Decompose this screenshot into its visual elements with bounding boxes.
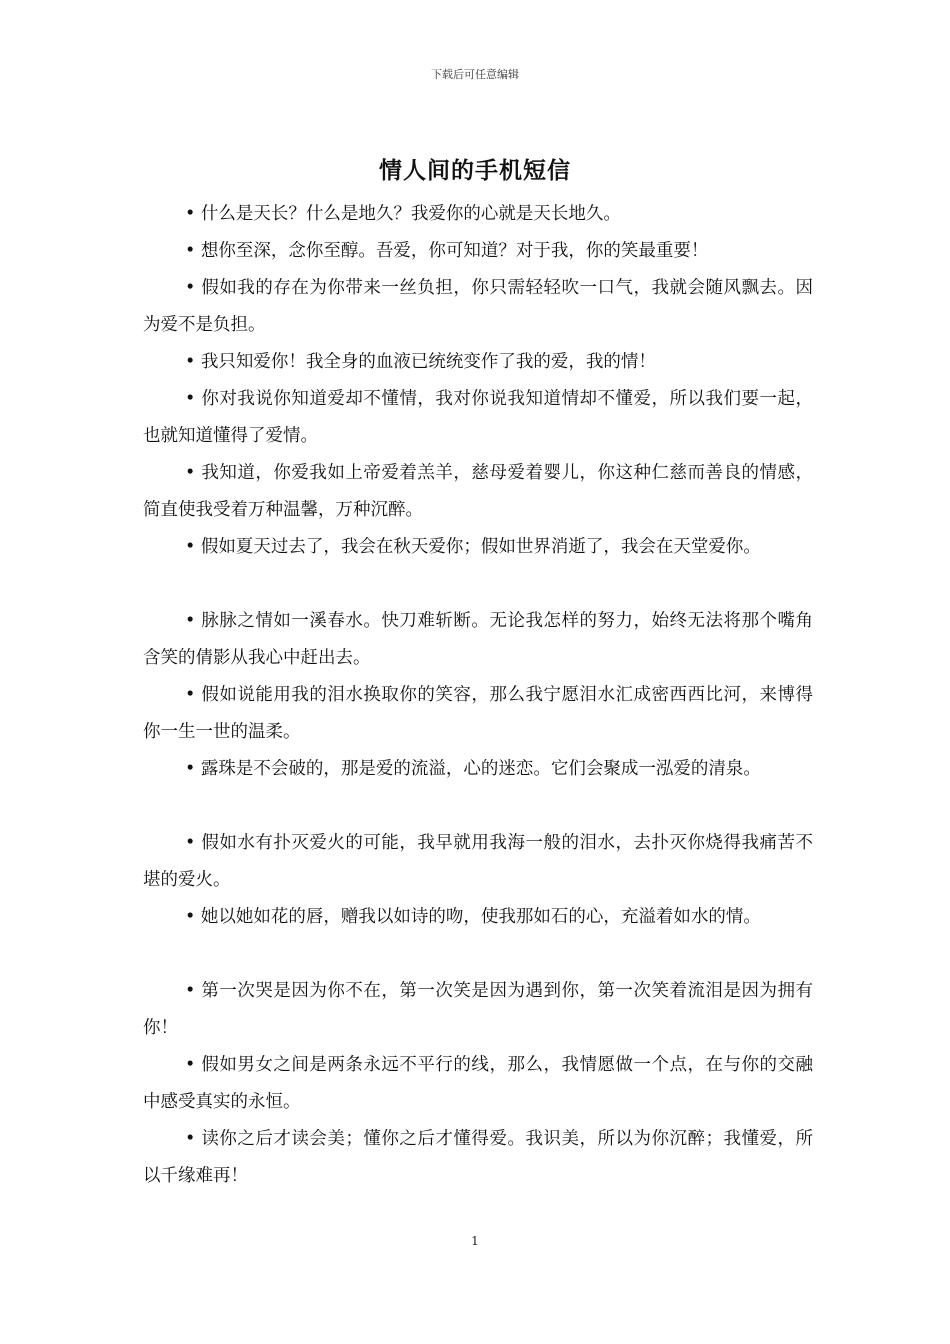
paragraph: • 假如男女之间是两条永远不平行的线，那么，我情愿做一个点，在与你的交融中感受真实的永恒。	[143, 1055, 813, 1112]
paragraph: • 假如夏天过去了，我会在秋天爱你；假如世界消逝了，我会在天堂爱你。	[185, 537, 761, 557]
document-body	[143, 196, 813, 1195]
paragraph: • 脉脉之情如一溪春水。快刀难斩断。无论我怎样的努力，始终无法将那个嘴角含笑的倩影从我心中赶出去。	[143, 611, 813, 668]
paragraph: • 假如我的存在为你带来一丝负担，你只需轻轻吹一口气，我就会随风飘去。因为爱不是负担。	[143, 278, 813, 335]
paragraph: • 露珠是不会破的，那是爱的流溢，心的迷恋。它们会聚成一泓爱的清泉。	[185, 759, 761, 779]
paragraph: • 想你至深，念你至醇。吾爱，你可知道？对于我，你的笑最重要！	[185, 241, 709, 261]
paragraph: • 第一次哭是因为你不在，第一次笑是因为遇到你，第一次笑着流泪是因为拥有你！	[143, 981, 813, 1038]
paragraph-gap	[143, 566, 813, 603]
header-note: 下载后可任意编辑	[431, 68, 519, 81]
paragraph: • 我只知爱你！我全身的血液已统统变作了我的爱，我的情！	[185, 352, 656, 372]
document-title: 情人间的手机短信	[379, 157, 571, 184]
page-number: 1	[471, 1234, 479, 1248]
paragraph-gap	[143, 936, 813, 973]
paragraph: • 假如说能用我的泪水换取你的笑容，那么我宁愿泪水汇成密西西比河，来博得你一生一世的温柔。	[143, 685, 813, 742]
paragraph: • 什么是天长？什么是地久？我爱你的心就是天长地久。	[185, 204, 621, 224]
paragraph: • 我知道，你爱我如上帝爱着羔羊，慈母爱着婴儿，你这种仁慈而善良的情感，简直使我受着万种温馨，万种沉醉。	[143, 463, 813, 520]
paragraph-gap	[143, 788, 813, 825]
paragraph: • 她以她如花的唇，赠我以如诗的吻，使我那如石的心，充溢着如水的情。	[185, 907, 761, 927]
paragraph: • 假如水有扑灭爱火的可能，我早就用我海一般的泪水，去扑灭你烧得我痛苦不堪的爱火。	[143, 833, 813, 890]
paragraph: • 读你之后才读会美；懂你之后才懂得爱。我识美，所以为你沉醉；我懂爱，所以千缘难再！	[143, 1129, 813, 1186]
paragraph: • 你对我说你知道爱却不懂情，我对你说我知道情却不懂爱，所以我们要一起，也就知道懂得了爱情。	[143, 389, 813, 446]
